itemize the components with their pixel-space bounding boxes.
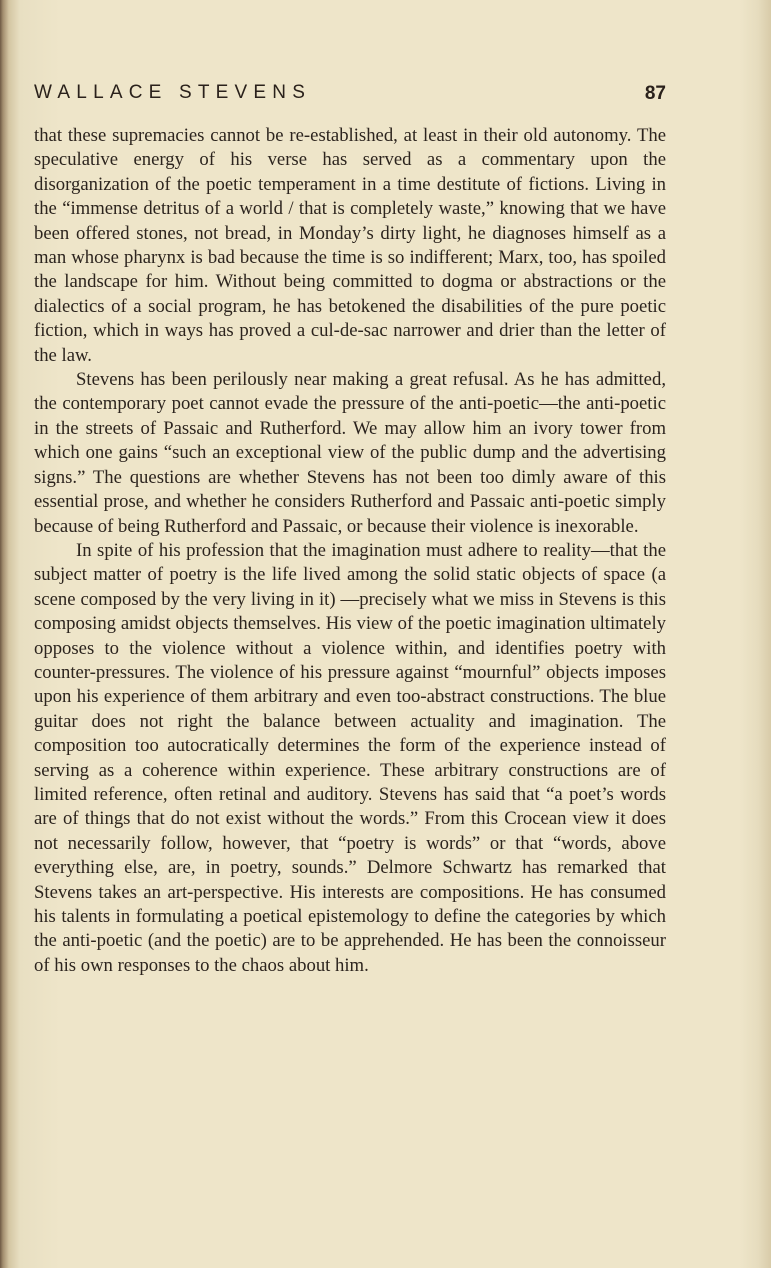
running-head: WALLACE STEVENS xyxy=(34,82,312,103)
paragraph-3: In spite of his profession that the imagination must adhere to reality—that the subject matter of poetry is the life lived among the solid static objects of space (a scene composed by the very living in it) —precisely what we miss in Stevens is this composing amidst objects themselves. His view of the poetic imagination ultimately opposes to the violence without a violence within, and identifies poetry with counter-pressures. The violence of his pressure against “mournful” objects imposes upon his experience of them arbitrary and even too-abstract constructions. The blue guitar does not right the balance between actuality and imagination. The composition too autocratically determines the form of the experience instead of serving as a coherence within experience. These arbitrary constructions are of limited reference, often retinal and auditory. Stevens has said that “a poet’s words are of things that do not exist without the words.” From this Crocean view it does not necessarily follow, however, that “poetry is words” or that “words, above everything else, are, in poetry, sounds.” Delmore Schwartz has remarked that Stevens takes an art-perspective. His interests are compositions. He has consumed his talents in formulating a poetical epistemology to define the categories by which the anti-poetic (and the poetic) are to be apprehended. He has been the connoisseur of his own responses to the chaos about him. xyxy=(34,539,666,976)
body-text xyxy=(34,124,666,978)
paragraph-1: that these supremacies cannot be re-established, at least in their old autonomy. The speculative energy of his verse has served as a commentary upon the disorganization of the poetic temperament in a time destitute of fictions. Living in the “immense detritus of a world / that is completely waste,” knowing that we have been offered stones, not bread, in Monday’s dirty light, he diagnoses himself as a man whose pharynx is bad because the time is so indifferent; Marx, too, has spoiled the landscape for him. Without being committed to dogma or abstractions or the dialectics of a social program, he has betokened the disabilities of the pure poetic fiction, which in ways has proved a cul-de-sac narrower and drier than the letter of the law. xyxy=(34,125,666,366)
paragraph-2: Stevens has been perilously near making a great refusal. As he has admitted, the contemporary poet cannot evade the pressure of the anti-poetic—the anti-poetic in the streets of Passaic and Rutherford. We may allow him an ivory tower from which one gains “such an exceptional view of the public dump and the advertising signs.” The questions are whether Stevens has not been too dimly aware of this essential prose, and whether he considers Rutherford and Passaic anti-poetic simply because of being Rutherford and Passaic, or because their violence is inexorable. xyxy=(34,369,666,537)
page-number: 87 xyxy=(644,83,666,104)
page-header xyxy=(34,82,666,110)
